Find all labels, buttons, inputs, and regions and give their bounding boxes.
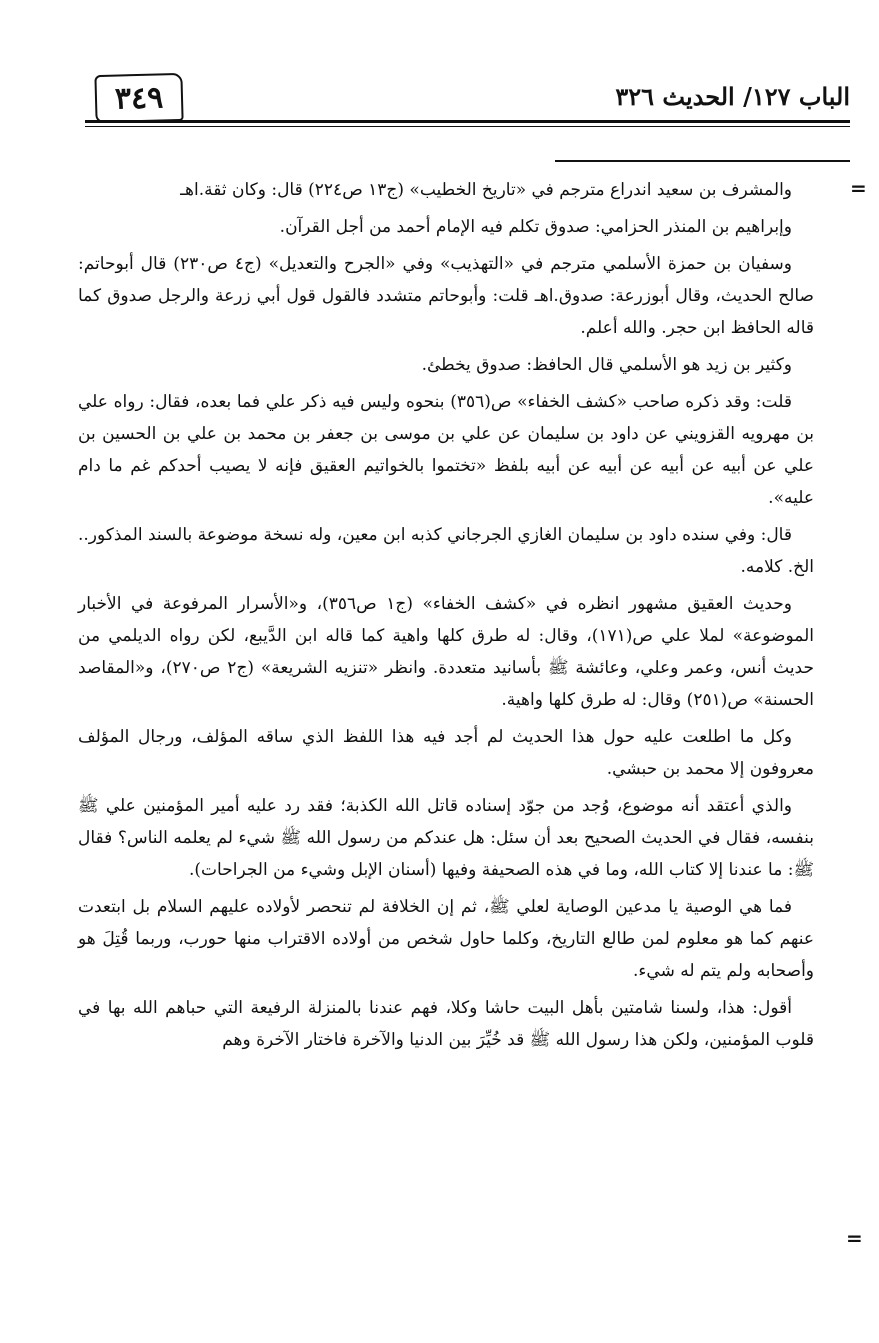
footnote-separator — [555, 160, 850, 162]
page-header — [85, 70, 850, 130]
paragraph: قلت: وقد ذكره صاحب «كشف الخفاء» ص(٣٥٦) بنحوه وليس فيه ذكر علي فما بعده، فقال: رواه علي بن مهرويه القزويني عن داود بن سليمان عن علي بن موسى بن جعفر بن محمد بن علي بن الحسين بن علي عن أبيه عن أبيه عن أبيه عن أبيه بلفظ «تختموا بالخواتيم العقيق فإنه لا يصيب أحدكم غم ما دام عليه». — [78, 392, 814, 508]
paragraph: أقول: هذا، ولسنا شامتين بأهل البيت حاشا وكلا، فهم عندنا بالمنزلة الرفيعة التي حباهم الله بها في قلوب المؤمنين، ولكن هذا رسول الله ﷺ قد خُيِّرَ بين الدنيا والآخرة فاختار الآخرة وهم — [78, 998, 814, 1050]
paragraph: قال: وفي سنده داود بن سليمان الغازي الجرجاني كذبه ابن معين، وله نسخة موضوعة بالسند المذكور.. الخ. كلامه. — [78, 525, 814, 577]
running-title: الباب ١٢٧/ الحديث ٣٢٦ — [615, 82, 850, 111]
paragraph: وكل ما اطلعت عليه حول هذا الحديث لم أجد فيه هذا اللفظ الذي ساقه المؤلف، ورجال المؤلف معروفون إلا محمد بن حبشي. — [78, 727, 814, 779]
paragraph: وإبراهيم بن المنذر الحزامي: صدوق تكلم فيه الإمام أحمد من أجل القرآن. — [279, 217, 792, 237]
paragraph: وسفيان بن حمزة الأسلمي مترجم في «التهذيب» وفي «الجرح والتعديل» (ج٤ ص٢٣٠) قال أبوحاتم: صالح الحديث، وقال أبوزرعة: صدوق.اهـ قلت: وأبوحاتم متشدد فالقول قول أبي زرعة والرجل صدوق كما قاله الحافظ ابن حجر. والله أعلم. — [78, 254, 814, 338]
page-number: ٣٤٩ — [94, 73, 183, 123]
header-rule-thick — [85, 120, 850, 123]
continuation-mark-top: = — [850, 176, 867, 200]
paragraph: والمشرف بن سعيد اندراع مترجم في «تاريخ الخطيب» (ج١٣ ص٢٢٤) قال: وكان ثقة.اهـ — [180, 180, 792, 200]
paragraph: والذي أعتقد أنه موضوع، وُجد من جوّد إسناده قاتل الله الكذبة؛ فقد رد عليه أمير المؤمنين علي ﷺ بنفسه، فقال في الحديث الصحيح بعد أن سئل: هل عندكم من رسول الله ﷺ شيء لم يعلمه الناس؟ فقال ﷺ: ما عندنا إلا كتاب الله، وما في هذه الصحيفة وفيها (أسنان الإبل وشيء من الجراحات). — [78, 796, 814, 880]
footnote-text — [78, 174, 814, 1061]
paragraph: وكثير بن زيد هو الأسلمي قال الحافظ: صدوق يخطئ. — [421, 355, 792, 375]
paragraph: وحديث العقيق مشهور انظره في «كشف الخفاء» (ج١ ص٣٥٦)، و«الأسرار المرفوعة في الأخبار الموضوعة» لملا علي ص(١٧١)، وقال: له طرق كلها واهية كما قاله ابن الدَّيبع، لكن رواه الديلمي من حديث أنس، وعمر وعلي، وعائشة ﷺ بأسانيد متعددة. وانظر «تنزيه الشريعة» (ج٢ ص٢٧٠)، و«المقاصد الحسنة» ص(٢٥١) وقال: له طرق كلها واهية. — [78, 594, 814, 710]
continuation-mark-bottom: = — [846, 1226, 863, 1250]
header-rule-thin — [85, 126, 850, 127]
paragraph: فما هي الوصية يا مدعين الوصاية لعلي ﷺ، ثم إن الخلافة لم تنحصر لأولاده عليهم السلام بل ابتعدت عنهم كما هو معلوم لمن طالع التاريخ، وكلما حاول شخص من أولاده الاقتراب منها حورب، وربما قُتِلَ هو وأصحابه ولم يتم له شيء. — [78, 897, 814, 981]
